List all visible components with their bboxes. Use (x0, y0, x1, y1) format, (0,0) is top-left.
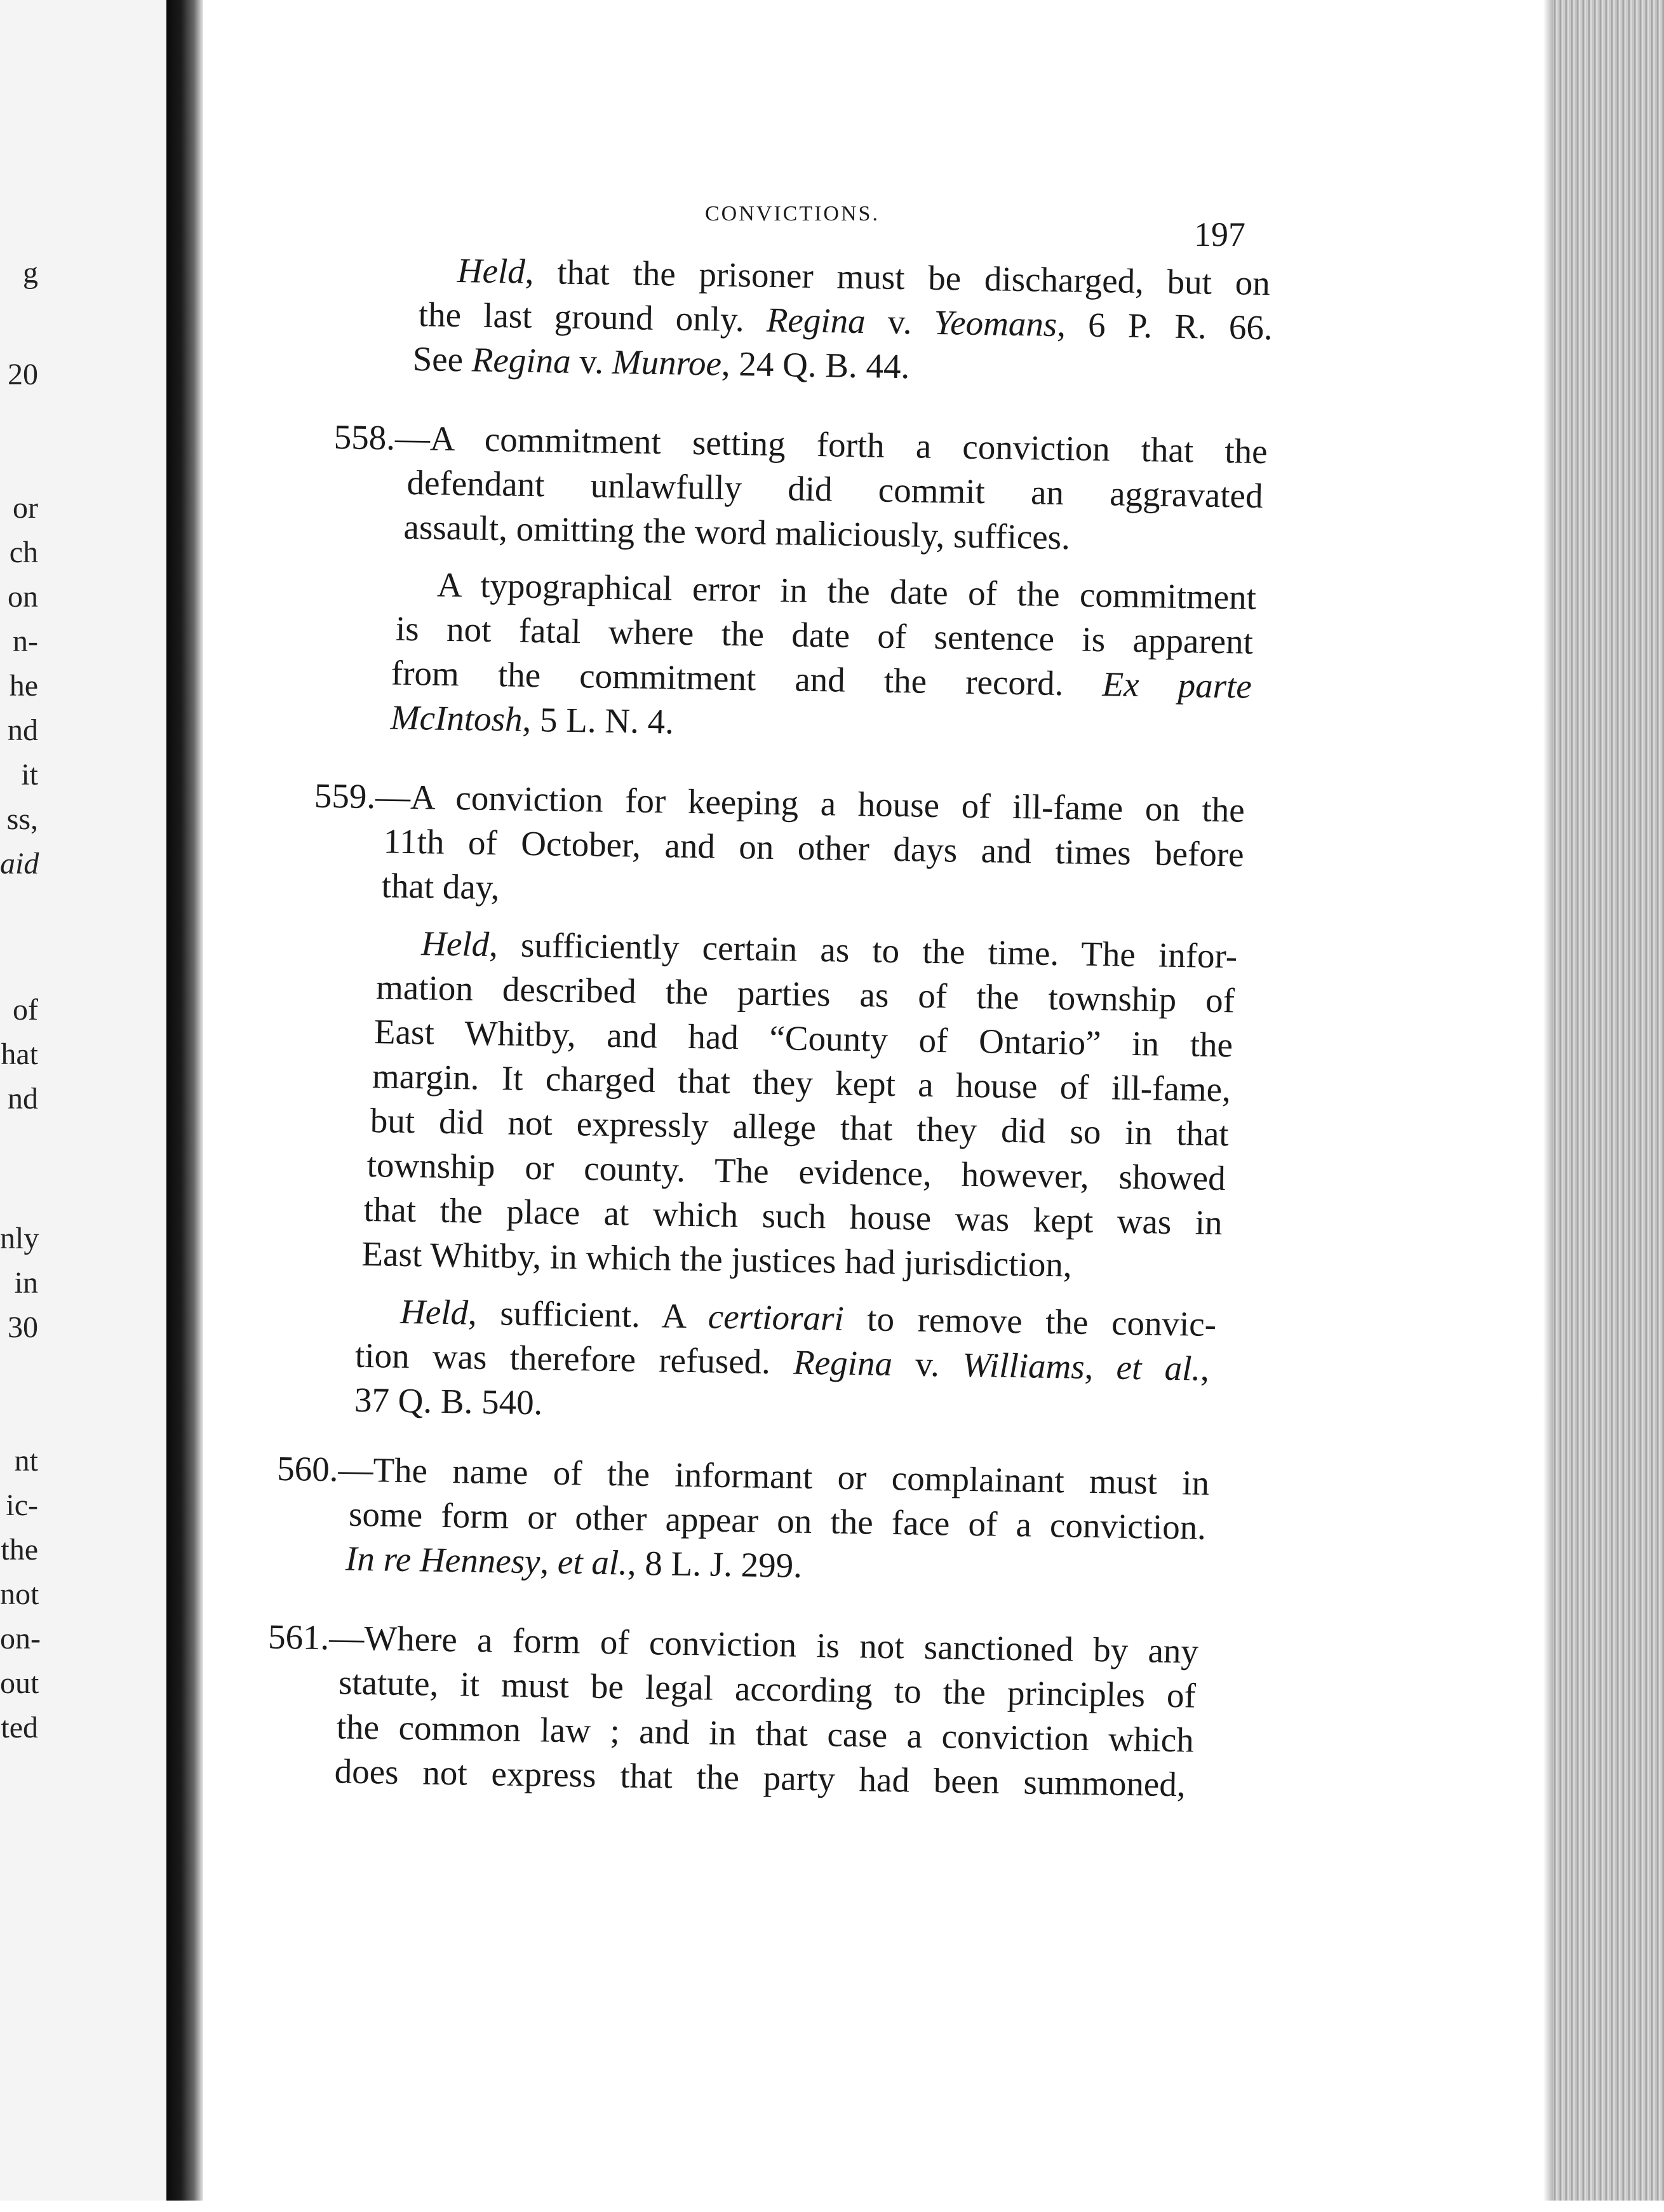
text-line: statute, it must be legal according to the principles of (338, 1662, 1197, 1715)
facing-page-fragment: aid (0, 847, 39, 880)
text-line: tion was therefore refused. Regina v. Williams, et al., (354, 1335, 1210, 1388)
text-line: Held, sufficiently certain as to the time. The infor- (420, 924, 1238, 976)
text-line: that day, (381, 866, 500, 907)
facing-page-fragment: in (14, 1266, 38, 1300)
text-line: mation described the parties as of the township of (375, 968, 1235, 1020)
facing-page-fragment: out (0, 1666, 39, 1700)
text-line: the last ground only. Regina v. Yeomans, 6 P. R. 66. (418, 295, 1273, 347)
text-line: margin. It charged that they kept a house of ill-fame, (372, 1056, 1231, 1109)
facing-page-fragment: ss, (6, 802, 38, 836)
facing-page-fragment: 20 (8, 358, 38, 391)
text-line: A typographical error in the date of the commitment (436, 565, 1257, 617)
text-line: McIntosh, 5 L. N. 4. (390, 698, 674, 741)
text-line: some form or other appear on the face of a conviction. (348, 1494, 1207, 1547)
facing-page-fragment: 30 (8, 1311, 38, 1344)
text-line: 558.—A commitment setting forth a conviction that the (333, 417, 1268, 471)
text-line: the common law ; and in that case a conviction which (336, 1707, 1195, 1760)
running-head: CONVICTIONS. (705, 202, 880, 226)
facing-page-fragment: g (23, 256, 38, 290)
text-line: 559.—A conviction for keeping a house of ill-fame on the (314, 776, 1245, 830)
facing-page-fragment: not (0, 1577, 39, 1611)
text-line: township or county. The evidence, however, showed (366, 1145, 1226, 1198)
facing-page-fragment: on- (0, 1622, 41, 1656)
text-line: 561.—Where a form of conviction is not sanctioned by any (267, 1617, 1199, 1671)
text-line: 11th of October, and on other days and times before (383, 821, 1245, 874)
text-line: that the place at which such house was kept was in (363, 1189, 1223, 1243)
text-line: 37 Q. B. 540. (354, 1380, 543, 1422)
text-line: See Regina v. Munroe, 24 Q. B. 44. (412, 339, 910, 386)
facing-page-fragment: ic- (6, 1488, 38, 1522)
text-line: from the commitment and the record. Ex parte (391, 653, 1252, 706)
text-line: assault, omitting the word maliciously, suffices. (403, 507, 1071, 557)
text-line: East Whitby, in which the justices had jurisdiction, (361, 1234, 1073, 1285)
facing-page-fragment: of (13, 993, 38, 1027)
text-line: defendant unlawfully did commit an aggravated (406, 462, 1263, 516)
facing-page-fragment: the (1, 1533, 38, 1567)
text-line: is not fatal where the date of sentence is apparent (395, 609, 1254, 661)
facing-page-fragment: n- (13, 624, 38, 658)
facing-page-fragment: or (13, 491, 38, 525)
facing-page-fragment: ch (9, 536, 38, 569)
facing-page-fragment: on (8, 580, 38, 614)
text-line: Held, that the prisoner must be discharged, but on (457, 251, 1271, 303)
facing-page-fragment: ted (1, 1711, 38, 1744)
facing-page-fragment: he (9, 669, 38, 703)
text-line: but did not expressly allege that they did so in that (370, 1101, 1230, 1154)
text-line: In re Hennesy, et al., 8 L. J. 299. (345, 1539, 803, 1585)
page-number: 197 (1194, 215, 1245, 253)
facing-page-fragment: hat (1, 1037, 38, 1071)
facing-page-fragment: nly (0, 1222, 39, 1255)
facing-page-fragment: it (21, 758, 38, 792)
text-line: does not express that the party had been summoned, (334, 1751, 1186, 1804)
text-line: 560.—The name of the informant or complainant must in (276, 1448, 1210, 1502)
facing-page-fragment: nd (8, 713, 38, 747)
facing-page-fragment: nt (14, 1444, 38, 1478)
text-line: Held, sufficient. A certiorari to remove the convic- (399, 1291, 1217, 1344)
text-line: East Whitby, and had “County of Ontario” in the (373, 1012, 1233, 1065)
facing-page-fragment: nd (8, 1082, 38, 1116)
